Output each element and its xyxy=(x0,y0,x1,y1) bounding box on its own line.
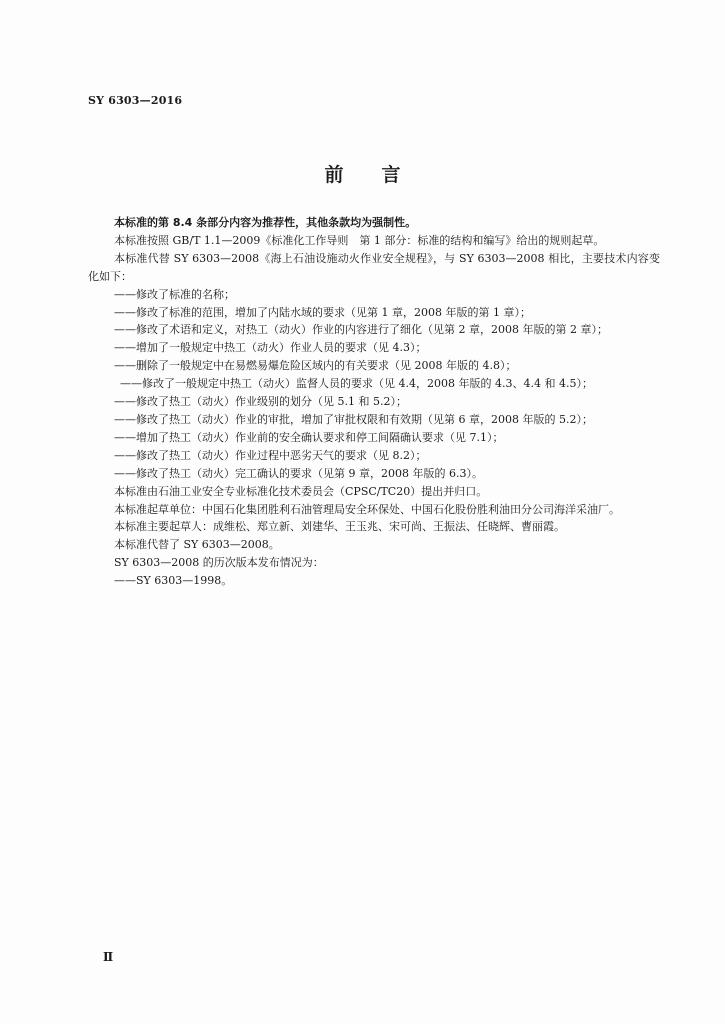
paragraph-drafting-rules: 本标准按照 GB/T 1.1—2009《标准化工作导则 第 1 部分：标准的结构和编写》给出的规则起草。 xyxy=(114,233,605,247)
standard-code-header: SY 6303—2016 xyxy=(88,94,183,107)
list-item: ——修改了热工（动火）作业过程中恶劣天气的要求（见 8.2）； xyxy=(114,448,427,462)
paragraph-version-history: SY 6303—2008 的历次版本发布情况为： xyxy=(114,556,324,570)
list-item: ——修改了标准的名称； xyxy=(114,287,235,301)
list-item: ——增加了热工（动火）作业前的安全确认要求和停工间隔确认要求（见 7.1）； xyxy=(114,430,504,444)
document-body xyxy=(88,214,660,590)
paragraph-drafting-units: 本标准起草单位：中国石化集团胜利石油管理局安全环保处、中国石化股份胜利油田分公司海洋采油厂。 xyxy=(114,502,620,516)
changes-list xyxy=(88,286,660,483)
list-item: ——修改了热工（动火）完工确认的要求（见第 9 章，2008 年版的 6.3）。 xyxy=(114,466,483,480)
paragraph-drafters: 本标准主要起草人：成维松、郑立新、刘建华、王玉兆、宋可尚、王振法、任晓辉、曹丽霞。 xyxy=(114,520,565,534)
list-item: ——修改了热工（动火）作业的审批，增加了审批权限和有效期（见第 6 章，2008 年版的 5.2）； xyxy=(114,412,593,426)
list-item: ——修改了标准的范围，增加了内陆水域的要求（见第 1 章，2008 年版的第 1 章）； xyxy=(114,305,531,319)
page-title: 前言 xyxy=(324,164,439,186)
paragraph-replaces: 本标准代替了 SY 6303—2008。 xyxy=(114,538,280,552)
list-item: ——修改了热工（动火）作业级别的划分（见 5.1 和 5.2）； xyxy=(114,395,407,409)
paragraph-proposer: 本标准由石油工业安全专业标准化技术委员会（CPSC/TC20）提出并归口。 xyxy=(114,484,488,498)
page-number: Ⅱ xyxy=(103,950,114,964)
list-item: ——修改了术语和定义，对热工（动火）作业的内容进行了细化（见第 2 章，2008 年版的第 2 章）； xyxy=(114,323,608,337)
paragraph-replacement-intro: 本标准代替 SY 6303—2008《海上石油设施动火作业安全规程》，与 SY 6303—2008 相比，主要技术内容变化如下： xyxy=(88,251,660,283)
paragraph-previous-version: ——SY 6303—1998。 xyxy=(114,574,233,588)
list-item: ——删除了一般规定中在易燃易爆危险区域内的有关要求（见 2008 年版的 4.8）； xyxy=(114,359,517,373)
list-item: ——增加了一般规定中热工（动火）作业人员的要求（见 4.3）； xyxy=(114,341,427,355)
list-item: ——修改了一般规定中热工（动火）监督人员的要求（见 4.4，2008 年版的 4.3、4.4 和 4.5）； xyxy=(120,377,593,391)
paragraph-normative-statement: 本标准的第 8.4 条部分内容为推荐性，其他条款均为强制性。 xyxy=(114,216,417,229)
